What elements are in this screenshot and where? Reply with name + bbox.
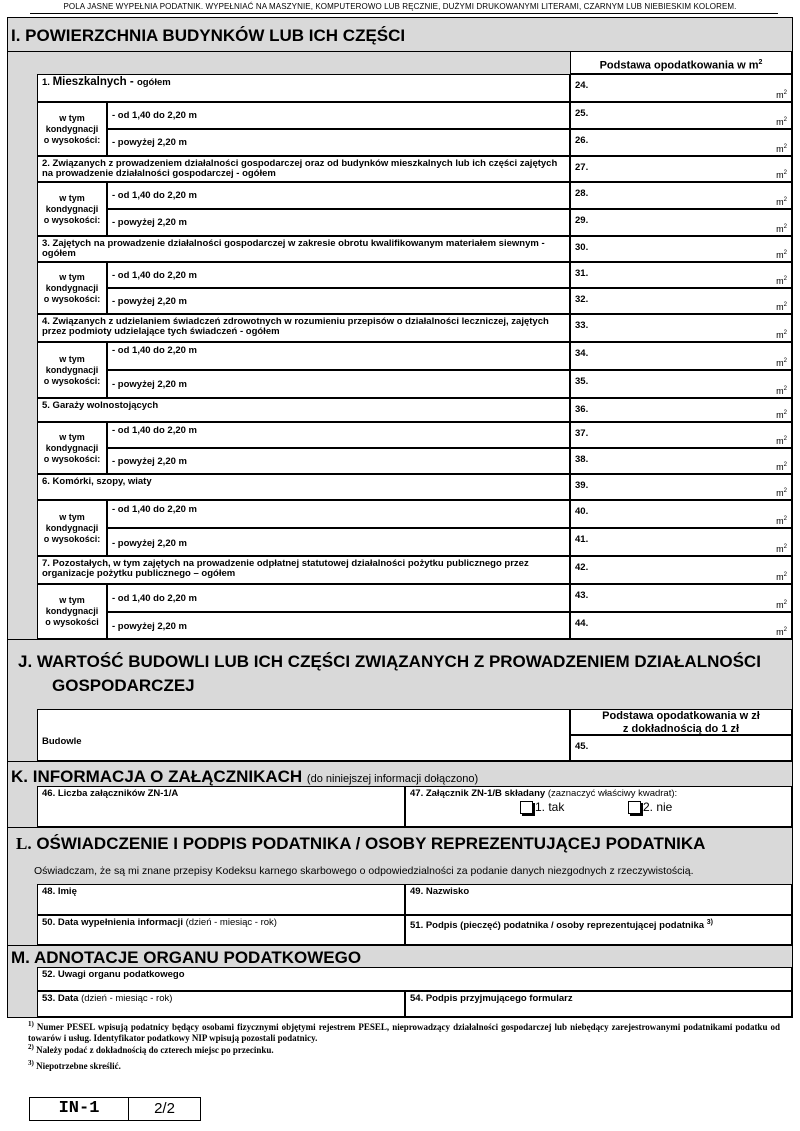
unit-label: $m^2$ <box>776 250 787 260</box>
field-37[interactable]: 37. $m^2$ <box>570 422 792 448</box>
unit-label: $m^2$ <box>776 436 787 446</box>
footnote-3: $^{3)}$ Niepotrzebne skreślić. <box>28 1059 121 1071</box>
unit-label: $m^2$ <box>776 170 787 180</box>
field-41[interactable]: 41. $m^2$ <box>570 528 792 556</box>
section-l-title: L. OŚWIADCZENIE I PODPIS PODATNIKA / OSOBY REPREZENTUJĄCEJ PODATNIKA <box>16 834 706 853</box>
category-5-label: 5. Garaży wolnostojących <box>37 398 570 422</box>
unit-label: $m^2$ <box>776 276 787 286</box>
section-k-title: K. INFORMACJA O ZAŁĄCZNIKACH (do niniejszej informacji dołączono) <box>11 767 479 786</box>
field-33[interactable]: 33. $m^2$ <box>570 314 792 342</box>
field-32[interactable]: 32. $m^2$ <box>570 288 792 314</box>
unit-label: $m^2$ <box>776 462 787 472</box>
unit-label: $m^2$ <box>776 224 787 234</box>
footnote-1: $^{1)}$ Numer PESEL wpisują podatnicy będący osobami fizycznymi objętymi rejestrem PESEL, nieprowadzący działalności gospodarczej lub niebędący zarejestrowanymi podatnikami podatku od towarów i usług. Identyfikator podatkowy NIP wpisują pozostali podatnicy. <box>28 1020 781 1043</box>
sub-5a-label: - od 1,40 do 2,20 m <box>107 422 570 448</box>
wtym-label-4: w tym kondygnacji o wysokości: <box>37 342 107 398</box>
option-yes[interactable]: 1. tak <box>520 800 564 814</box>
unit-label: $m^2$ <box>776 488 787 498</box>
field-25[interactable]: 25. $m^2$ <box>570 102 792 129</box>
field-39[interactable]: 39. $m^2$ <box>570 474 792 500</box>
unit-label: $m^2$ <box>776 302 787 312</box>
unit-label: $m^2$ <box>776 627 787 637</box>
field-38[interactable]: 38. $m^2$ <box>570 448 792 474</box>
sub-7b-label: - powyżej 2,20 m <box>107 612 570 639</box>
option-no[interactable]: 2. nie <box>628 800 672 814</box>
field-30[interactable]: 30. $m^2$ <box>570 236 792 262</box>
field-40[interactable]: 40. $m^2$ <box>570 500 792 528</box>
field-36[interactable]: 36. $m^2$ <box>570 398 792 422</box>
sub-6a-label: - od 1,40 do 2,20 m <box>107 500 570 528</box>
receiver-signature-field: 54. Podpis przyjmującego formularz <box>405 991 792 1017</box>
field-27[interactable]: 27. $m^2$ <box>570 156 792 182</box>
unit-label: $m^2$ <box>776 410 787 420</box>
form-code-box: IN-1 <box>29 1097 129 1121</box>
field-31[interactable]: 31. $m^2$ <box>570 262 792 288</box>
wtym-label-1: w tym kondygnacji o wysokości: <box>37 102 107 156</box>
sub-5b-label: - powyżej 2,20 m <box>107 448 570 474</box>
unit-label: $m^2$ <box>776 330 787 340</box>
page-number-box: 2/2 <box>128 1097 201 1121</box>
sub-7a-label: - od 1,40 do 2,20 m <box>107 584 570 612</box>
unit-label: $m^2$ <box>776 358 787 368</box>
wtym-label-7: w tym kondygnacji o wysokości <box>37 584 107 639</box>
fill-date-field[interactable]: 50. Data wypełnienia informacji (dzień - miesiąc - rok) <box>37 915 405 945</box>
field-44[interactable]: 44. $m^2$ <box>570 612 792 639</box>
section-j-title-line-2: GOSPODARCZEJ <box>52 676 195 695</box>
field-43[interactable]: 43. $m^2$ <box>570 584 792 612</box>
first-name-field[interactable]: 48. Imię <box>37 884 405 915</box>
footnote-2: $^{2)}$ Należy podać z dokładnością do czterech miejsc po przecinku. <box>28 1043 274 1055</box>
sub-2b-label: - powyżej 2,20 m <box>107 209 570 236</box>
category-3-label: 3. Zajętych na prowadzenie działalności gospodarczej w zakresie obrotu kwalifikowanym materiałem siewnym - ogółem <box>37 236 570 262</box>
unit-label: $m^2$ <box>776 197 787 207</box>
field-42[interactable]: 42. $m^2$ <box>570 556 792 584</box>
last-name-field[interactable]: 49. Nazwisko <box>405 884 792 915</box>
buildings-structures-label: Budowle <box>37 709 570 761</box>
sub-4a-label: - od 1,40 do 2,20 m <box>107 342 570 370</box>
wtym-label-5: w tym kondygnacji o wysokości: <box>37 422 107 474</box>
sub-1a-label: - od 1,40 do 2,20 m <box>107 102 570 129</box>
unit-label: $m^2$ <box>776 544 787 554</box>
category-6-label: 6. Komórki, szopy, wiaty <box>37 474 570 500</box>
field-28[interactable]: 28. $m^2$ <box>570 182 792 209</box>
sub-3b-label: - powyżej 2,20 m <box>107 288 570 314</box>
instruction-note: POLA JASNE WYPEŁNIA PODATNIK. WYPEŁNIAĆ NA MASZYNIE, KOMPUTEROWO LUB RĘCZNIE, DUŻYMI DRUKOWANYMI LITERAMI, CZARNYM LUB NIEBIESKIM KOLOREM. <box>63 2 737 11</box>
checkbox-no[interactable] <box>628 801 641 814</box>
unit-label: $m^2$ <box>776 386 787 396</box>
attachments-count-field[interactable]: 46. Liczba załączników ZN-1/A <box>37 786 405 827</box>
sub-6b-label: - powyżej 2,20 m <box>107 528 570 556</box>
value-column-header: Podstawa opodatkowania w zł z dokładnością do 1 zł <box>570 709 792 735</box>
field-35[interactable]: 35. $m^2$ <box>570 370 792 398</box>
field-26[interactable]: 26. $m^2$ <box>570 129 792 156</box>
category-7-label: 7. Pozostałych, w tym zajętych na prowadzenie odpłatnej statutowej działalności pożytku publicznego przez organizacje pożytku publicznego – ogółem <box>37 556 570 584</box>
section-m-title: M. ADNOTACJE ORGANU PODATKOWEGO <box>11 948 362 967</box>
field-29[interactable]: 29. $m^2$ <box>570 209 792 236</box>
declaration-statement: Oświadczam, że są mi znane przepisy Kodeksu karnego skarbowego o odpowiedzialności za podanie danych niezgodnych z rzeczywistością. <box>34 865 694 877</box>
field-34[interactable]: 34. $m^2$ <box>570 342 792 370</box>
section-j-title-line-1: J. WARTOŚĆ BUDOWLI LUB ICH CZĘŚCI ZWIĄZANYCH Z PROWADZENIEM DZIAŁALNOŚCI <box>18 652 761 671</box>
wtym-label-2: w tym kondygnacji o wysokości: <box>37 182 107 236</box>
unit-label: $m^2$ <box>776 144 787 154</box>
sub-4b-label: - powyżej 2,20 m <box>107 370 570 398</box>
unit-label: $m^2$ <box>776 600 787 610</box>
category-4-label: 4. Związanych z udzielaniem świadczeń zdrowotnych w rozumieniu przepisów o działalności leczniczej, zajętych przez podmioty udzielające tych świadczeń - ogółem <box>37 314 570 342</box>
sub-1b-label: - powyżej 2,20 m <box>107 129 570 156</box>
unit-label: $m^2$ <box>776 572 787 582</box>
tax-office-remarks-field: 52. Uwagi organu podatkowego <box>37 967 792 991</box>
area-column-header: Podstawa opodatkowania w $m^2$ <box>570 51 792 74</box>
field-45[interactable]: 45. <box>570 735 792 761</box>
unit-label: $m^2$ <box>776 516 787 526</box>
zn1b-attachment-field: 47. Załącznik ZN-1/B składany (zaznaczyć właściwy kwadrat): <box>405 786 792 827</box>
wtym-label-3: w tym kondygnacji o wysokości: <box>37 262 107 314</box>
checkbox-yes[interactable] <box>520 801 533 814</box>
sub-2a-label: - od 1,40 do 2,20 m <box>107 182 570 209</box>
category-2-label: 2. Związanych z prowadzeniem działalności gospodarczej oraz od budynków mieszkalnych lub ich części zajętych na prowadzenie działalności gospodarczej - ogółem <box>37 156 570 182</box>
sub-3a-label: - od 1,40 do 2,20 m <box>107 262 570 288</box>
top-rule <box>30 13 778 14</box>
wtym-label-6: w tym kondygnacji o wysokości: <box>37 500 107 556</box>
taxpayer-signature-field[interactable]: 51. Podpis (pieczęć) podatnika / osoby reprezentującej podatnika $^{3)}$ <box>405 915 792 945</box>
unit-label: $m^2$ <box>776 117 787 127</box>
field-24[interactable]: 24. $m^2$ <box>570 74 792 102</box>
category-1-label: 1. Mieszkalnych - ogółem <box>37 74 570 102</box>
section-i-title: I. POWIERZCHNIA BUDYNKÓW LUB ICH CZĘŚCI <box>11 26 406 45</box>
office-date-field: 53. Data (dzień - miesiąc - rok) <box>37 991 405 1017</box>
unit-label: $m^2$ <box>776 90 787 100</box>
